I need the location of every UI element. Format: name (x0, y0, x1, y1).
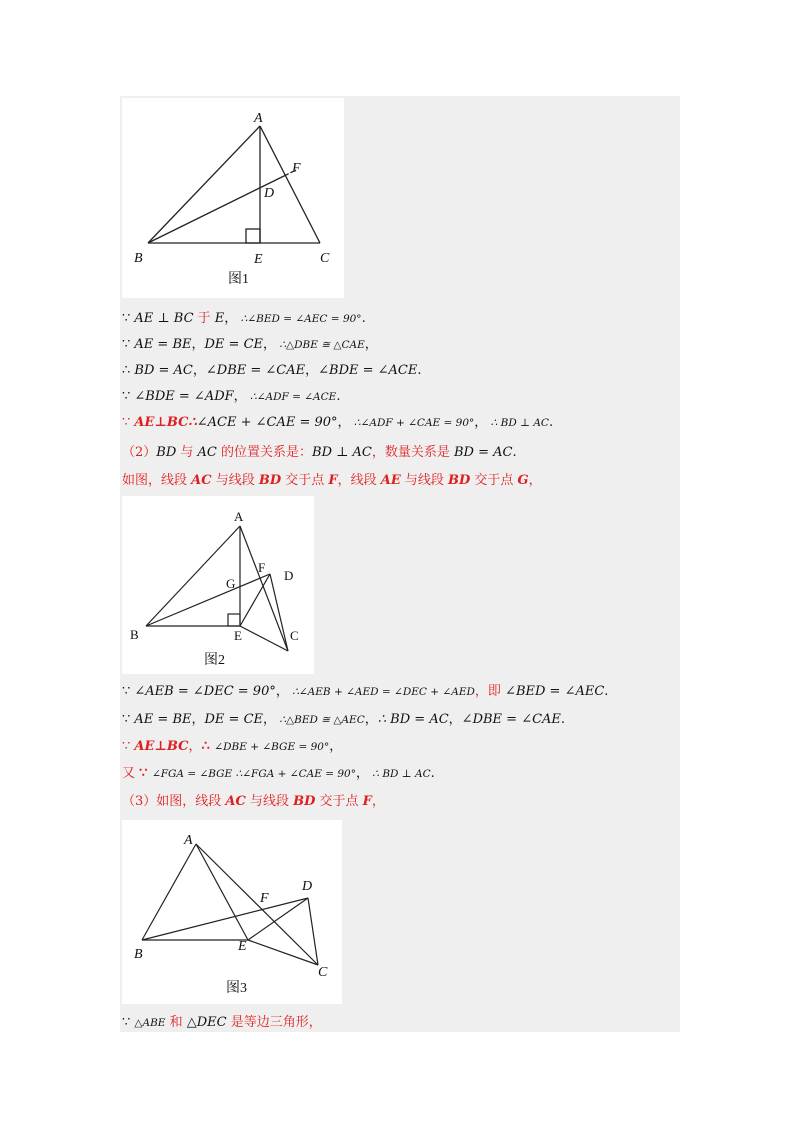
segment-ae (196, 844, 248, 940)
text: ，线段 (337, 473, 381, 488)
math: BD (448, 473, 471, 488)
proof1-line5 (122, 414, 553, 432)
segment-ab (148, 126, 260, 243)
proof2-line4 (122, 765, 435, 783)
label-d: D (264, 186, 275, 201)
punct: ， (355, 766, 369, 781)
math: ∴∠ADF = ∠ACE (246, 391, 337, 403)
math: AE⊥BC∴ (134, 415, 197, 430)
label-a: A (234, 509, 244, 524)
text: 交于点 (470, 473, 518, 488)
proof2-line1 (122, 683, 608, 701)
proof1-line4 (122, 388, 340, 406)
math: ∠DBE + ∠BGE = 90° (214, 741, 330, 753)
label-f: F (292, 161, 301, 176)
math: AE = BE (134, 712, 192, 727)
figure-3-caption: 图3 (226, 981, 247, 996)
punct: . (430, 766, 435, 781)
part2-line1 (122, 444, 517, 462)
text: 交于点 (315, 794, 363, 809)
segment-ed (240, 574, 270, 626)
text: 与线段 (400, 473, 449, 488)
math: BD (258, 473, 282, 488)
figure-1 (122, 98, 344, 298)
right-angle-mark (246, 229, 260, 243)
math: △ABE (134, 1017, 166, 1029)
punct: ， (263, 337, 277, 352)
math: ∴ BD ⊥ AC (487, 417, 549, 429)
math: AE⊥BC (134, 739, 189, 754)
label-d: D (302, 879, 313, 894)
punct: ， (305, 363, 319, 378)
part3-line1 (122, 793, 385, 811)
text: 与 (176, 445, 198, 460)
math: ∠AEB = ∠DEC = 90° (134, 684, 276, 699)
math: G (517, 473, 529, 488)
punct: . (604, 684, 609, 699)
text: 交于点 (281, 473, 329, 488)
label-f: F (260, 891, 269, 906)
label-b: B (130, 627, 139, 642)
label-d: D (284, 568, 294, 583)
punct: ， (528, 473, 542, 488)
label-c: C (320, 251, 330, 266)
text: 的位置关系是： (216, 445, 313, 460)
math: △DEC (186, 1015, 227, 1030)
label-g: G (226, 576, 236, 591)
proof1-line3 (122, 362, 422, 380)
label-e: E (254, 252, 263, 267)
punct: . (361, 311, 366, 326)
segment-dc (308, 898, 318, 965)
text: ，即 (474, 684, 506, 699)
punct: ， (224, 311, 238, 326)
punct: . (336, 389, 341, 404)
math: BD = AC (134, 363, 193, 378)
text: ，数量关系是 (371, 445, 454, 460)
math: ∴△DBE ≅ △CAE (276, 339, 365, 351)
figure-1-svg (122, 98, 344, 298)
because: ∵ (139, 766, 152, 781)
punct: ， (329, 739, 343, 754)
part2-line2 (122, 472, 542, 490)
proof1-line1 (122, 310, 366, 328)
math: ∠DBE = ∠CAE (461, 712, 561, 727)
segment-ac (260, 126, 320, 243)
because: ∵ (122, 337, 135, 352)
punct: ， (275, 684, 289, 699)
label-a: A (184, 833, 193, 848)
proof2-line3 (122, 738, 342, 756)
label-c: C (318, 965, 328, 980)
math: F (328, 473, 338, 488)
therefore: ∴ (201, 739, 215, 754)
figure-3-svg (122, 820, 342, 1004)
punct: ， (448, 712, 462, 727)
label-f: F (258, 560, 266, 575)
math: ∠BDE = ∠ACE (318, 363, 418, 378)
math: BD ⊥ AC (312, 445, 372, 460)
text: （2） (122, 445, 157, 460)
math: AE = BE (134, 337, 192, 352)
math: ∴ BD = AC (377, 712, 449, 727)
punct: ， (188, 739, 202, 754)
label-e: E (234, 628, 242, 643)
math: DE = CE (204, 712, 264, 727)
label-b: B (134, 251, 143, 266)
label-a: A (254, 111, 263, 126)
because: ∵ (122, 1015, 135, 1030)
math: AE (380, 473, 401, 488)
math: AC (197, 445, 217, 460)
segment-ab (142, 844, 196, 940)
math: ∴∠AEB + ∠AED = ∠DEC + ∠AED (288, 686, 475, 698)
math: BD (293, 794, 316, 809)
figure-2-caption: 图2 (204, 653, 225, 668)
segment-ec (248, 940, 318, 965)
text: 又 (122, 766, 140, 781)
math: ∠DBE = ∠CAE (205, 363, 306, 378)
math: ∠BED = ∠AEC (505, 684, 605, 699)
math: ∠ACE + ∠CAE = 90° (196, 415, 338, 430)
punct: ， (371, 794, 385, 809)
math: ∠FGA = ∠BGE (151, 768, 233, 780)
figure-2-svg (122, 496, 314, 674)
punct: ， (263, 712, 277, 727)
punct: ， (474, 415, 488, 430)
math: ∴∠FGA + ∠CAE = 90° (232, 768, 356, 780)
punct: ， (233, 389, 247, 404)
punct: ， (192, 363, 206, 378)
math: ∴∠ADF + ∠CAE = 90° (350, 417, 475, 429)
math: DE = CE (204, 337, 264, 352)
math: ∴△BED ≅ △AEC (276, 714, 365, 726)
segment-ec (240, 626, 288, 651)
punct: . (548, 415, 554, 430)
math: E (214, 311, 225, 326)
text: （3）如图，线段 (122, 794, 226, 809)
figure-2 (122, 496, 314, 674)
math: AC (225, 794, 246, 809)
text: 和 (165, 1015, 187, 1030)
text: 与线段 (211, 473, 259, 488)
punct: . (417, 363, 422, 378)
segment-bd (142, 898, 308, 940)
text: 如图，线段 (122, 473, 192, 488)
label-e: E (238, 939, 247, 954)
punct: . (512, 445, 517, 460)
punct: ， (191, 712, 205, 727)
math: AC (191, 473, 212, 488)
figure-3 (122, 820, 342, 1004)
punct: . (560, 712, 566, 727)
label-b: B (134, 947, 143, 962)
punct: ， (191, 337, 205, 352)
text: 于 (193, 311, 215, 326)
segment-bd (146, 574, 270, 626)
math: BD (156, 445, 177, 460)
therefore: ∴ (122, 363, 135, 378)
because: ∵ (122, 415, 135, 430)
punct: ， (337, 415, 351, 430)
math: AE ⊥ BC (134, 311, 194, 326)
punct: ， (364, 337, 378, 352)
text: 是等边三角形， (226, 1015, 322, 1030)
because: ∵ (122, 684, 135, 699)
proof1-line2 (122, 336, 378, 354)
punct: ， (364, 712, 378, 727)
math: BD = AC (453, 445, 513, 460)
math: ∠BDE = ∠ADF (134, 389, 234, 404)
proof2-line2 (122, 711, 565, 729)
right-angle-mark (228, 614, 240, 626)
because: ∵ (122, 712, 135, 727)
figure-1-caption: 图1 (228, 272, 249, 287)
label-c: C (290, 628, 299, 643)
because: ∵ (122, 311, 135, 326)
because: ∵ (122, 739, 135, 754)
segment-ac (240, 526, 288, 651)
text: 与线段 (245, 794, 294, 809)
math: ∴∠BED = ∠AEC = 90° (237, 313, 362, 325)
math: F (362, 794, 372, 809)
proof3-line1 (122, 1014, 322, 1032)
because: ∵ (122, 389, 135, 404)
math: ∴ BD ⊥ AC (368, 768, 431, 780)
